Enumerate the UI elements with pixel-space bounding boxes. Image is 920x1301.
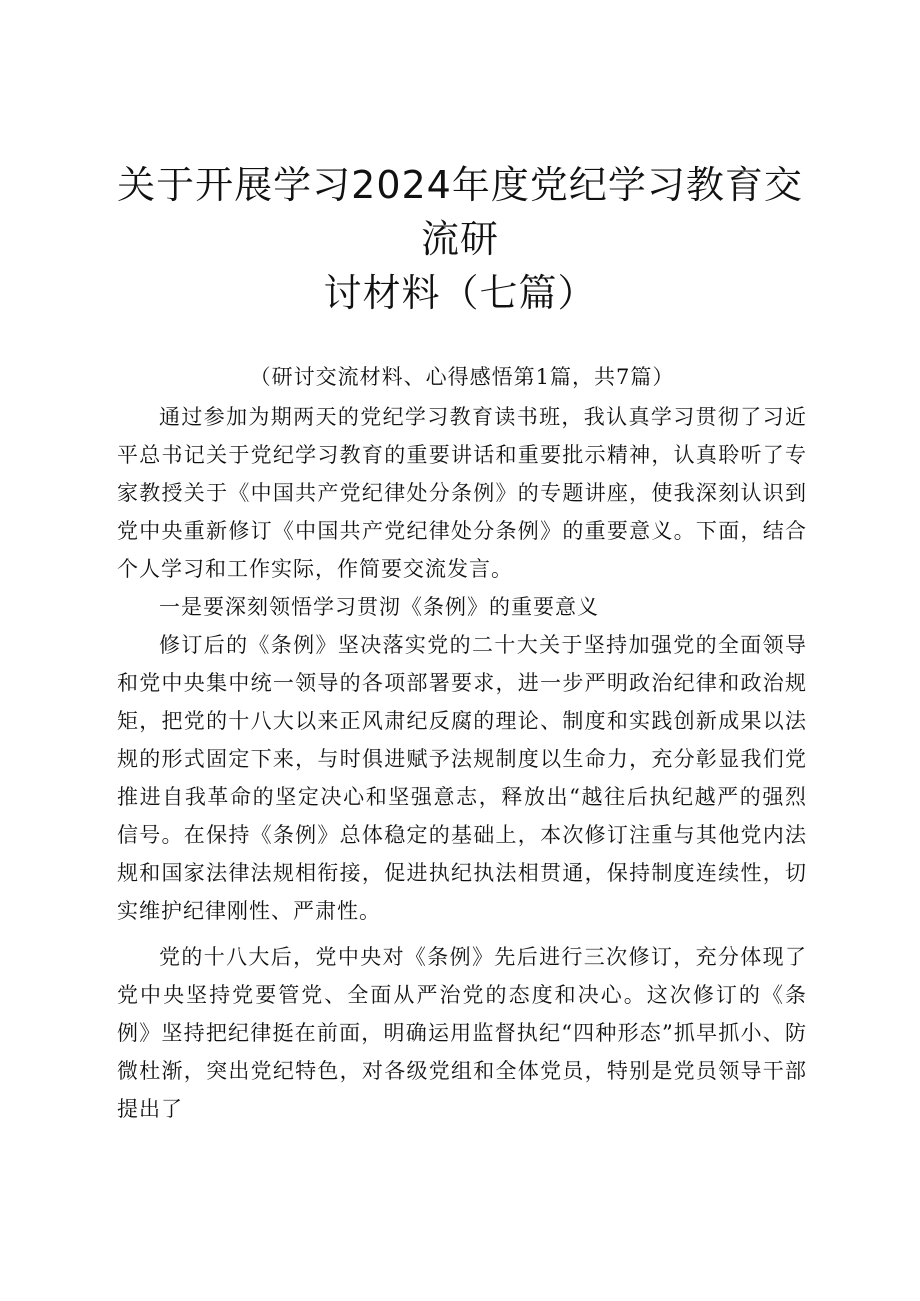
- title-line-2: 讨材料（七篇）: [323, 271, 597, 315]
- paragraph: 通过参加为期两天的党纪学习教育读书班，我认真学习贯彻了习近平总书记关于党纪学习教育的重要讲话和重要批示精神，认真聆听了专家教授关于《中国共产党纪律处分条例》的专题讲座，使我深刻认识到党中央重新修订《中国共产党纪律处分条例》的重要意义。下面，结合个人学习和工作实际，作简要交流发言。: [117, 405, 807, 581]
- document-subtitle: （研讨交流材料、心得感悟第1篇，共7篇）: [249, 365, 675, 389]
- document-body: [117, 358, 807, 1128]
- title-line-1: 关于开展学习2024年度党纪学习教育交流研: [117, 163, 803, 261]
- section-heading: 一是要深刻领悟学习贯沏《条例》的重要意义: [159, 595, 599, 619]
- document-title: [110, 158, 810, 320]
- paragraph: 修订后的《条例》坚决落实党的二十大关于坚持加强党的全面领导和党中央集中统一领导的各项部署要求，进一步严明政治纪律和政治规矩，把党的十八大以来正风肃纪反腐的理论、制度和实践创新成果以法规的形式固定下来，与时俱进赋予法规制度以生命力，充分彰显我们党推进自我革命的坚定决心和坚强意志，释放出“越往后执纪越严的强烈信号。在保持《条例》总体稳定的基础上，本次修订注重与其他党内法规和国家法律法规相衔接，促进执纪执法相贯通，保持制度连续性，切实维护纪律刚性、严肃性。: [117, 633, 807, 923]
- paragraph: 党的十八大后，党中央对《条例》先后进行三次修订，充分体现了党中央坚持党要管党、全面从严治党的态度和决心。这次修订的《条例》坚持把纪律挺在前面，明确运用监督执纪“四种形态”抓早抓小、防微杜渐，突出党纪特色，对各级党组和全体党员，特别是党员领导干部提出了: [117, 945, 807, 1121]
